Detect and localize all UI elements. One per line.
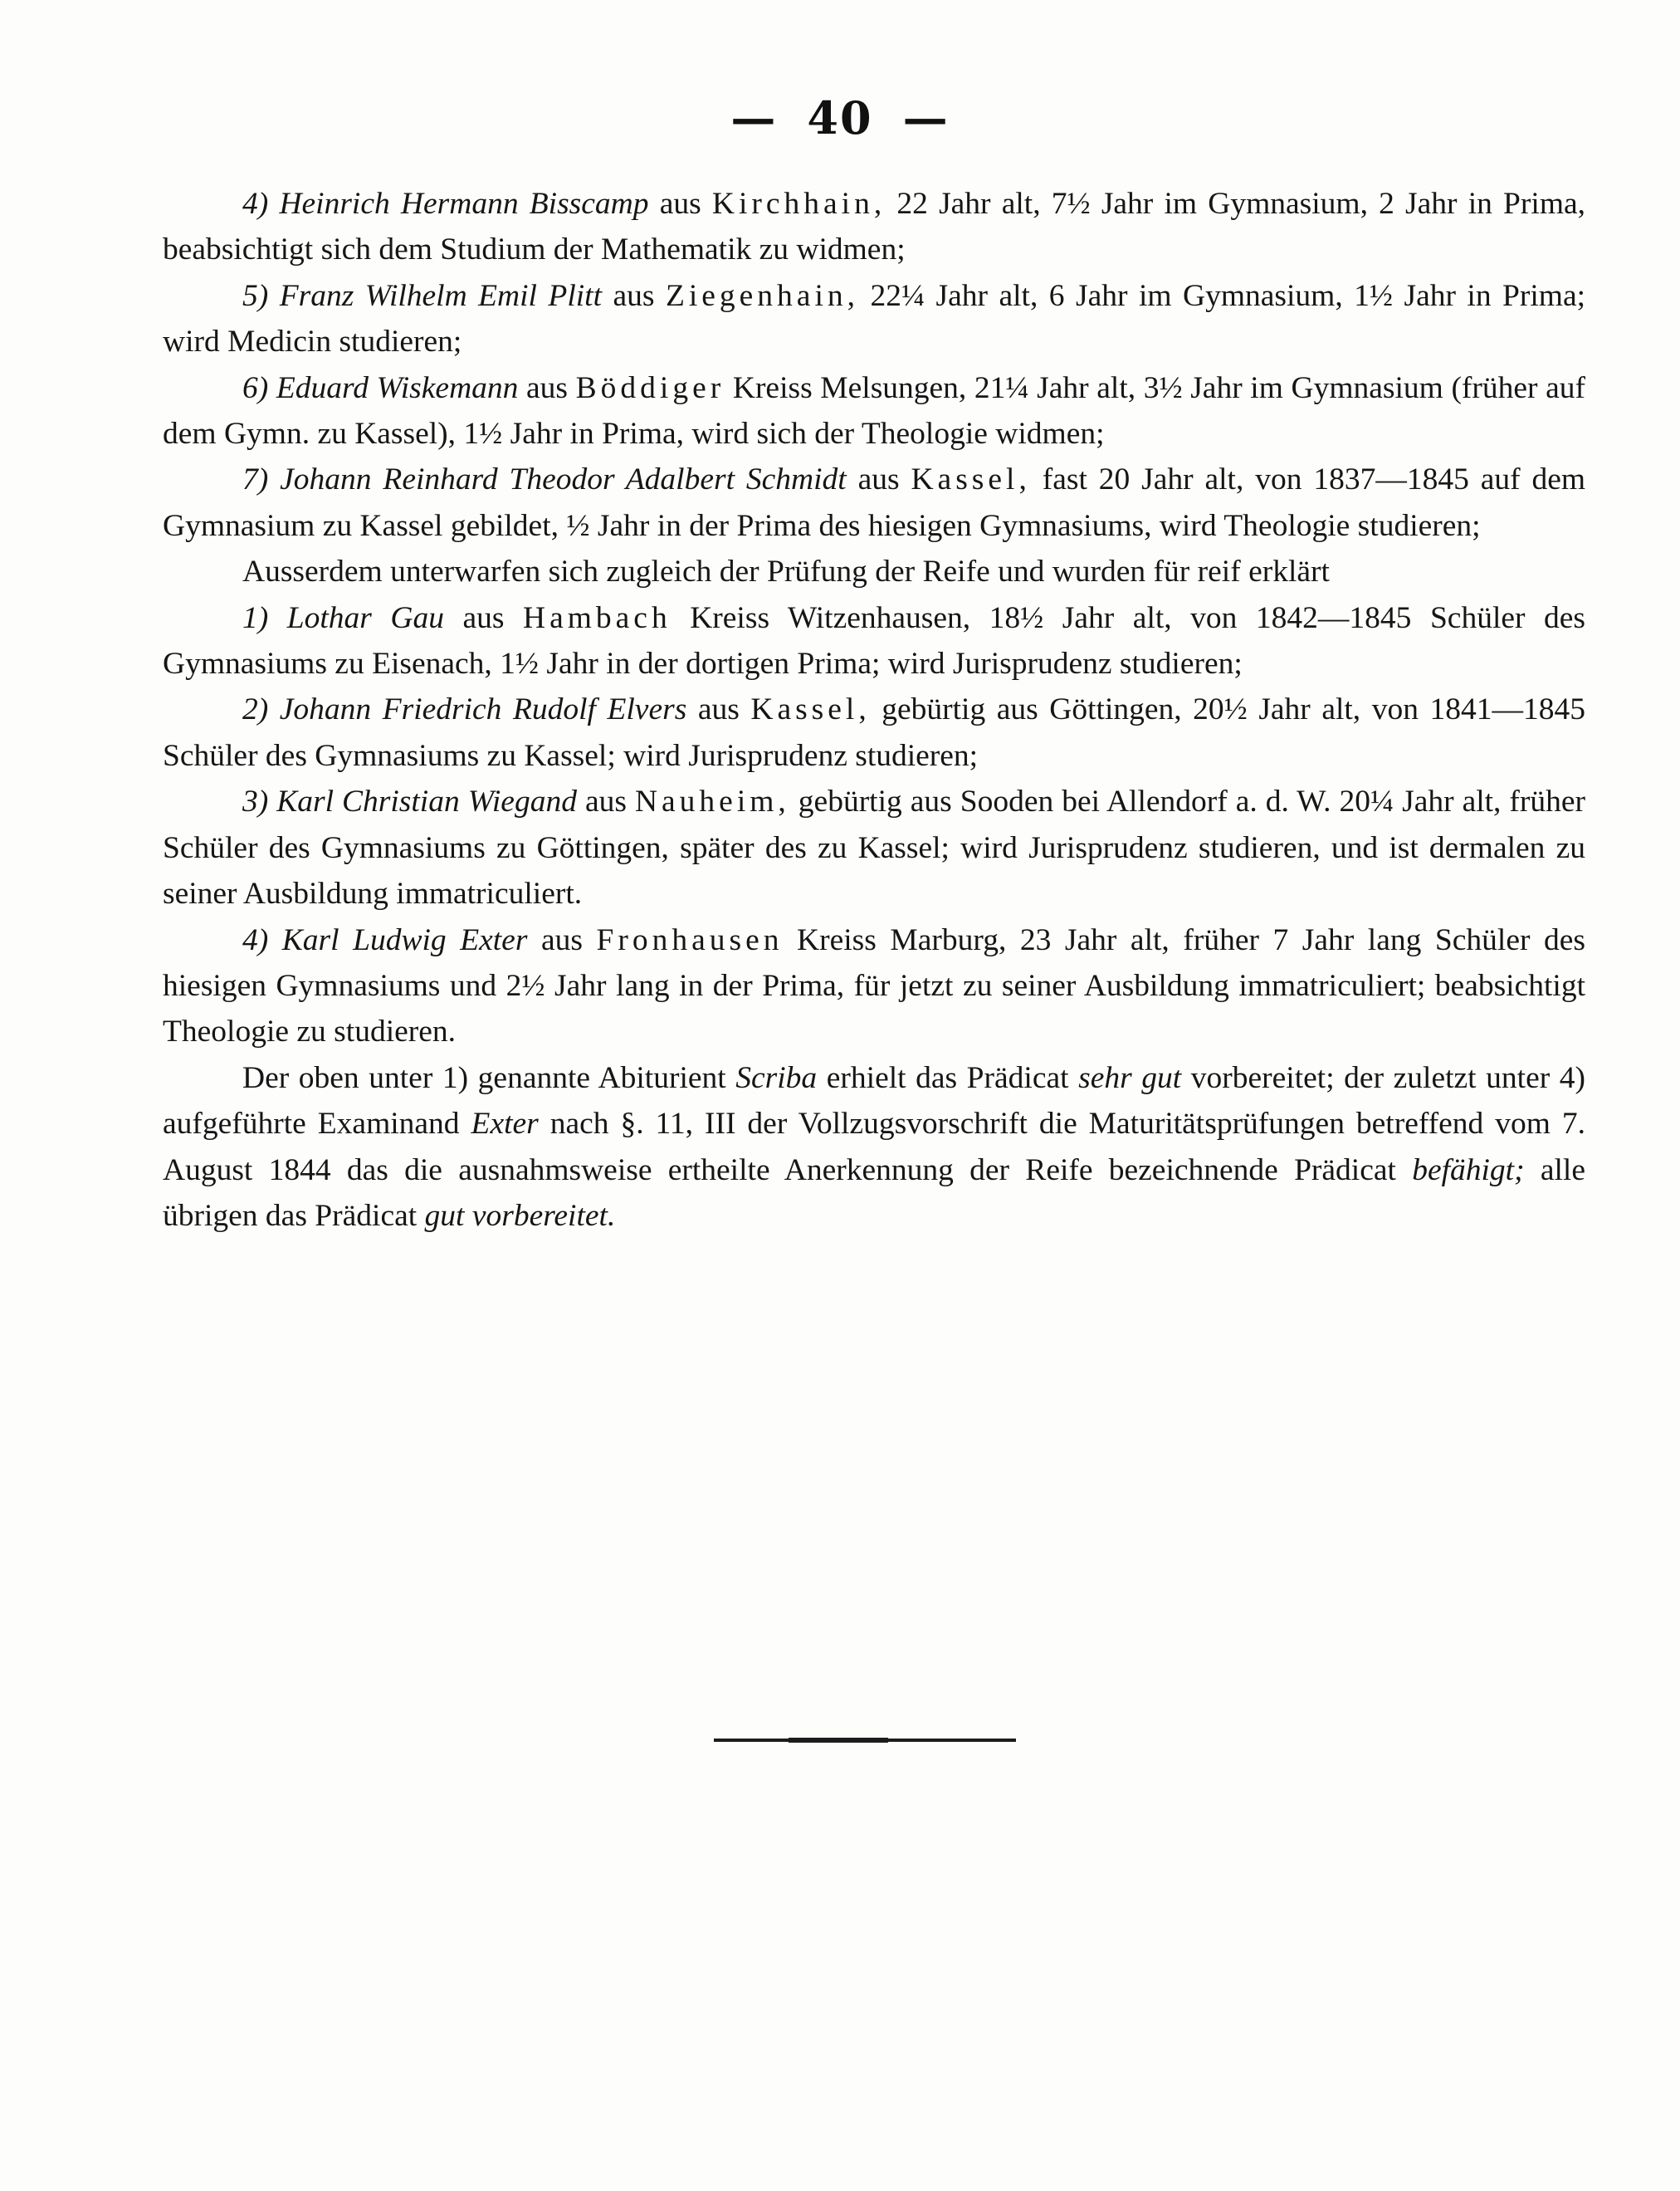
entry-number: 5): [242, 278, 269, 313]
extra-entry-1: [163, 595, 1585, 687]
place-name: Kassel,: [750, 692, 871, 727]
entry-number: 4): [242, 187, 269, 221]
page-number: [0, 91, 1680, 144]
entry-6: [163, 365, 1585, 457]
student-name: Johann Friedrich Rudolf Elvers: [279, 692, 687, 727]
entry-text: fast 20 Jahr alt, von 1837—1845 auf dem Gymnasium zu Kassel gebildet, ½ Jahr in der Prima des hiesigen Gymnasiums, wird Theologie studieren;: [163, 462, 1586, 543]
entry-text: gebürtig aus Göttingen, 20½ Jahr alt, von 1841—1845 Schüler des Gymnasiums zu Kassel; wird Jurisprudenz studieren;: [163, 692, 1585, 773]
closing-grade-sehr-gut: sehr gut: [1078, 1060, 1182, 1095]
closing-paragraph: [163, 1055, 1585, 1240]
entry-number: 7): [242, 462, 269, 497]
entry-text: Kreiss Melsungen, 21¼ Jahr alt, 3½ Jahr im Gymnasium (früher auf dem Gymn. zu Kassel), 1½ Jahr in Prima, wird sich der Theologie widmen;: [163, 370, 1586, 452]
student-name: Eduard Wiskemann: [276, 370, 519, 405]
entry-text: 22 Jahr alt, 7½ Jahr im Gymnasium, 2 Jahr in Prima, beabsichtigt sich dem Studium der Mathematik zu widmen;: [163, 187, 1586, 267]
student-name: Karl Ludwig Exter: [281, 922, 528, 957]
closing-text: Der oben unter 1) genannte Abiturient: [242, 1060, 726, 1095]
closing-grade-befaehigt: befähigt;: [1412, 1152, 1525, 1187]
entry-7: [163, 457, 1585, 549]
place-prefix: aus: [659, 187, 701, 221]
entry-text: Kreiss Witzenhausen, 18½ Jahr alt, von 1842—1845 Schüler des Gymnasiums zu Eisenach, 1½ Jahr in der dortigen Prima; wird Jurisprudenz studieren;: [163, 600, 1585, 682]
dash-left: —: [730, 91, 778, 144]
place-prefix: aus: [697, 692, 740, 727]
entry-number: 4): [242, 922, 269, 957]
entry-4: [163, 181, 1585, 273]
extra-entry-2: [163, 687, 1585, 779]
entry-number: 6): [242, 370, 269, 405]
place-name: Kirchhain,: [711, 187, 886, 221]
student-name: Lothar Gau: [286, 600, 444, 635]
entry-5: [163, 273, 1585, 365]
entry-text: gebürtig aus Sooden bei Allendorf a. d. W. 20¼ Jahr alt, früher Schüler des Gymnasiums zu Göttingen, später des zu Kassel; wird Jurisprudenz studieren, und ist dermalen zu seiner Ausbildung immatriculiert.: [163, 785, 1586, 912]
place-name: Böddiger: [575, 370, 725, 405]
closing-text: nach §. 11, III der Vollzugsvorschrift die Maturitätsprüfungen betreffend vom 7. August 1844 das die ausnahmsweise ertheilte Anerkennung der Reife bezeichnende Prädicat: [163, 1107, 1586, 1187]
place-prefix: aus: [857, 462, 900, 497]
closing-text: vorbereitet; der zuletzt unter 4) aufgeführte Examinand: [163, 1060, 1586, 1142]
student-name: Karl Christian Wiegand: [276, 785, 577, 819]
place-name: Ziegenhain,: [665, 278, 859, 313]
student-name: Heinrich Hermann Bisscamp: [279, 187, 649, 221]
dash-right: —: [902, 91, 950, 144]
extra-entry-4: [163, 917, 1585, 1055]
entry-number: 1): [242, 600, 269, 635]
place-prefix: aus: [540, 922, 583, 957]
entry-number: 3): [242, 785, 269, 819]
student-name: Franz Wilhelm Emil Plitt: [279, 278, 602, 313]
place-name: Fronhausen: [596, 922, 784, 957]
place-prefix: aus: [526, 370, 569, 405]
place-name: Kassel,: [911, 462, 1031, 497]
place-name: Hambach: [523, 600, 672, 635]
page-number-value: 40: [807, 91, 873, 144]
section-divider: [714, 1739, 1016, 1742]
entry-text: 22¼ Jahr alt, 6 Jahr im Gymnasium, 1½ Jahr in Prima; wird Medicin studieren;: [163, 278, 1586, 359]
place-name: Nauheim,: [634, 785, 790, 819]
intro-paragraph: Ausserdem unterwarfen sich zugleich der Prüfung der Reife und wurden für reif erklärt: [242, 555, 1330, 589]
closing-name-exter: Exter: [471, 1107, 539, 1142]
closing-text: erhielt das Prädicat: [826, 1060, 1069, 1095]
entry-number: 2): [242, 692, 269, 727]
place-prefix: aus: [584, 785, 627, 819]
student-name: Johann Reinhard Theodor Adalbert Schmidt: [280, 462, 847, 497]
place-prefix: aus: [613, 278, 655, 313]
closing-text: alle übrigen das Prädicat: [163, 1152, 1585, 1233]
closing-grade-gut-vorbereitet: gut vorbereitet.: [424, 1198, 616, 1233]
place-prefix: aus: [462, 600, 505, 635]
closing-name-scriba: Scriba: [735, 1060, 818, 1095]
body-text: [163, 181, 1585, 1239]
extra-entry-3: [163, 779, 1585, 917]
entry-text: Kreiss Marburg, 23 Jahr alt, früher 7 Jahr lang Schüler des hiesigen Gymnasiums und 2½ Jahr lang in der Prima, für jetzt zu seiner Ausbildung immatriculiert; beabsichtigt Theologie zu studieren.: [163, 922, 1586, 1049]
